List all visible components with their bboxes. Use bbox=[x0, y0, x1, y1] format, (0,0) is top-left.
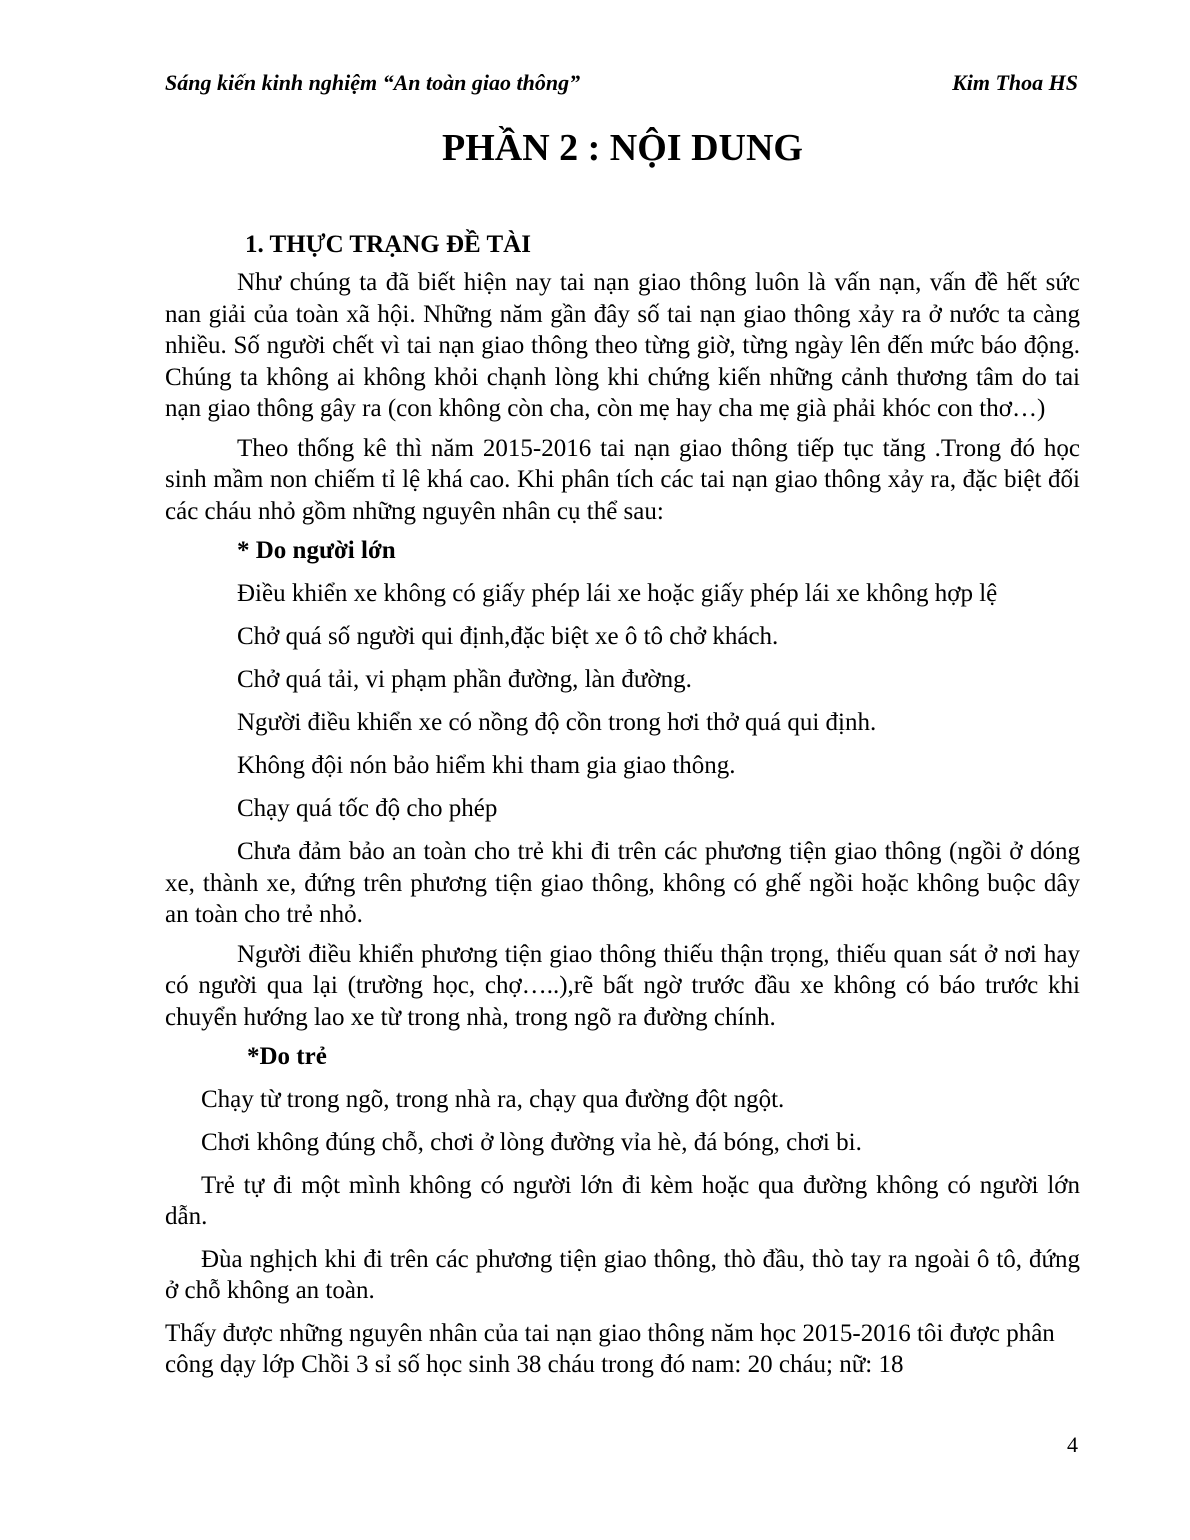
section-heading: 1. THỰC TRẠNG ĐỀ TÀI bbox=[245, 231, 531, 258]
adult-cause-item: Không đội nón bảo hiểm khi tham gia giao thông. bbox=[237, 752, 736, 779]
document-body bbox=[165, 228, 1080, 1380]
child-cause-item: Chạy từ trong ngõ, trong nhà ra, chạy qua đường đột ngột. bbox=[201, 1086, 785, 1113]
adult-cause-item: Chở quá số người qui định,đặc biệt xe ô tô chở khách. bbox=[237, 623, 779, 650]
page-title: PHẦN 2 : NỘI DUNG bbox=[442, 127, 803, 169]
child-causes-heading: *Do trẻ bbox=[247, 1043, 327, 1070]
adult-cause-item: Điều khiển xe không có giấy phép lái xe hoặc giấy phép lái xe không hợp lệ bbox=[237, 580, 998, 607]
adult-cause-item: Chạy quá tốc độ cho phép bbox=[237, 795, 498, 822]
adult-cause-item: Người điều khiển xe có nồng độ cồn trong hơi thở quá qui định. bbox=[237, 709, 877, 736]
page-number: 4 bbox=[1067, 1432, 1078, 1457]
header-document-title: Sáng kiến kinh nghiệm “An toàn giao thông” bbox=[165, 70, 581, 95]
header-author: Kim Thoa HS bbox=[952, 70, 1078, 95]
child-cause-item: Chơi không đúng chỗ, chơi ở lòng đường vỉa hè, đá bóng, chơi bi. bbox=[201, 1129, 862, 1156]
statistics-paragraph: Theo thống kê thì năm 2015-2016 tai nạn giao thông tiếp tục tăng .Trong đó học sinh mầm non chiếm tỉ lệ khá cao. Khi phân tích các tai nạn giao thông xảy ra, đặc biệt đối các cháu nhỏ gồm những nguyên nhân cụ thể sau: bbox=[165, 434, 1080, 525]
adult-cause-paragraph: Chưa đảm bảo an toàn cho trẻ khi đi trên các phương tiện giao thông (ngồi ở dóng xe, thành xe, đứng trên phương tiện giao thông, không có ghế ngồi hoặc không buộc dây an toàn cho trẻ nhỏ. bbox=[165, 838, 1080, 928]
adult-cause-item: Chở quá tải, vi phạm phần đường, làn đường. bbox=[237, 666, 692, 693]
child-cause-item: Trẻ tự đi một mình không có người lớn đi kèm hoặc qua đường không có người lớn dẫn. bbox=[165, 1172, 1080, 1230]
closing-paragraph: Thấy được những nguyên nhân của tai nạn giao thông năm học 2015-2016 tôi được phân công dạy lớp Chồi 3 sỉ số học sinh 38 cháu trong đó nam: 20 cháu; nữ: 18 bbox=[165, 1320, 1055, 1378]
intro-paragraph: Như chúng ta đã biết hiện nay tai nạn giao thông luôn là vấn nạn, vấn đề hết sức nan giải của toàn xã hội. Những năm gần đây số tai nạn giao thông xảy ra ở nước ta càng nhiều. Số người chết vì tai nạn giao thông theo từng giờ, từng ngày lên đến mức báo động. Chúng ta không ai không khỏi chạnh lòng khi chứng kiến những cảnh thương tâm do tai nạn giao thông gây ra (con không còn cha, còn mẹ hay cha mẹ già phải khóc con thơ…) bbox=[165, 269, 1080, 422]
child-cause-item: Đùa nghịch khi đi trên các phương tiện giao thông, thò đầu, thò tay ra ngoài ô tô, đứng ở chỗ không an toàn. bbox=[165, 1246, 1080, 1304]
adult-cause-paragraph: Người điều khiển phương tiện giao thông thiếu thận trọng, thiếu quan sát ở nơi hay có người qua lại (trường học, chợ…..),rẽ bất ngờ trước đầu xe không có báo trước khi chuyển hướng lao xe từ trong nhà, trong ngõ ra đường chính. bbox=[165, 940, 1080, 1031]
adult-causes-heading: * Do người lớn bbox=[237, 537, 396, 564]
